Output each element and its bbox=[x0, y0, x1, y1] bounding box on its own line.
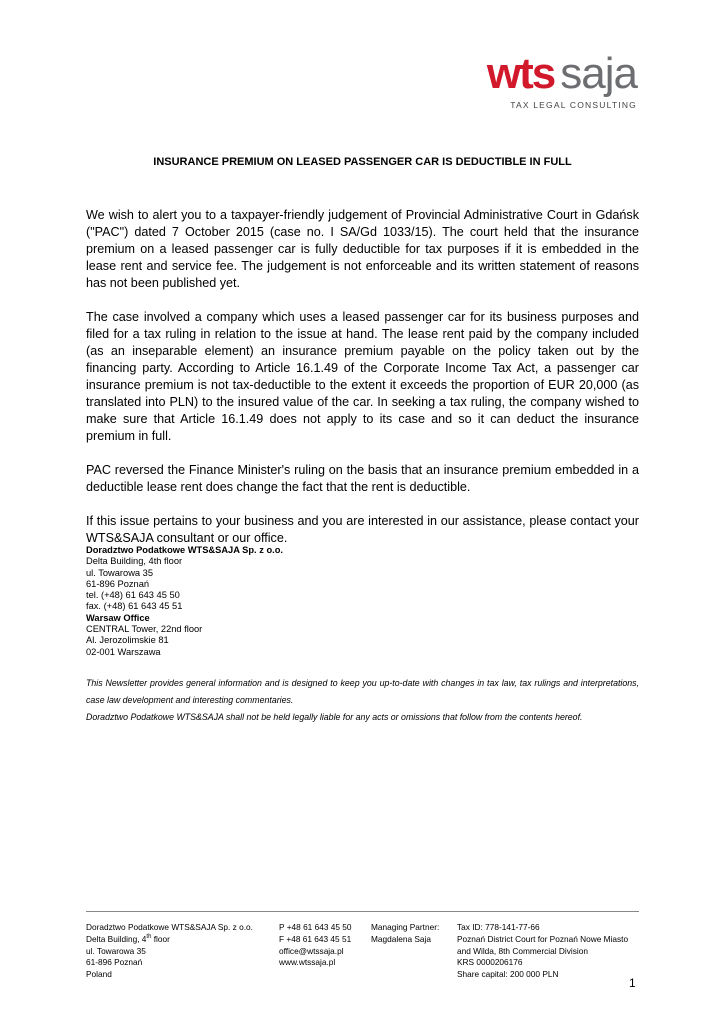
footer-court-line-1: Poznań District Court for Poznań Nowe Miasto bbox=[457, 933, 629, 944]
footer-tax-id: Tax ID: 778-141-77-66 bbox=[457, 922, 540, 932]
footer-partner-column bbox=[371, 922, 439, 946]
address-building: Delta Building, 4th floor bbox=[86, 556, 183, 567]
logo-tagline: TAX LEGAL CONSULTING bbox=[510, 100, 637, 110]
article-body bbox=[86, 207, 639, 564]
document-title: INSURANCE PREMIUM ON LEASED PASSENGER CAR IS DEDUCTIBLE IN FULL bbox=[153, 156, 572, 168]
footer-fax: F +48 61 643 45 51 bbox=[279, 933, 352, 944]
footer-contact-column bbox=[279, 922, 352, 969]
footer-divider bbox=[86, 911, 639, 912]
footer-court-line-2: and Wilda, 8th Commercial Division bbox=[457, 945, 588, 956]
address-city: 61-896 Poznań bbox=[86, 578, 150, 589]
footer-company: Doradztwo Podatkowe WTS&SAJA Sp. z o.o. bbox=[86, 922, 253, 932]
contact-address bbox=[86, 545, 283, 658]
logo-wordmark bbox=[467, 49, 637, 98]
paragraph-4: If this issue pertains to your business and you are interested in our assistance, please contact your WTS&SAJA consultant or our office. bbox=[86, 514, 639, 545]
footer-share-capital: Share capital: 200 000 PLN bbox=[457, 969, 559, 980]
warsaw-building: CENTRAL Tower, 22nd floor bbox=[86, 624, 203, 635]
disclaimer-line-2: Doradztwo Podatkowe WTS&SAJA shall not be held legally liable for any acts or omissions that follow from the contents hereof. bbox=[86, 712, 583, 722]
paragraph-2: The case involved a company which uses a leased passenger car for its business purposes and filed for a tax ruling in relation to the issue at hand. The lease rent paid by the company included (as an inseparable element) an insurance premium payable on the policy taken out by the financing party. According to Article 16.1.49 of the Corporate Income Tax Act, a passenger car insurance premium is not tax-deductible to the extent it exceeds the proportion of EUR 20,000 (as translated into PLN) to the insured value of the car. In seeking a tax ruling, the company wished to make sure that Article 16.1.49 does not apply to its case and so it can deduct the insurance premium in full. bbox=[86, 310, 639, 443]
warsaw-street: Al. Jerozolimskie 81 bbox=[86, 635, 169, 646]
paragraph-3: PAC reversed the Finance Minister's ruling on the basis that an insurance premium embedded in a deductible lease rent does change the fact that the rent is deductible. bbox=[86, 463, 639, 494]
company-logo bbox=[467, 49, 637, 110]
footer-street: ul. Towarowa 35 bbox=[86, 945, 146, 956]
footer-email-link[interactable]: office@wtssaja.pl bbox=[279, 945, 344, 956]
footer-country: Poland bbox=[86, 969, 112, 980]
warsaw-office-heading: Warsaw Office bbox=[86, 612, 150, 623]
paragraph-1: We wish to alert you to a taxpayer-friendly judgement of Provincial Administrative Court in Gdańsk ("PAC") dated 7 October 2015 (case no. I SA/Gd 1033/15). The court held that the insurance premium on a leased passenger car is fully deductible for tax purposes if it is embedded in the lease rent and service fee. The judgement is not enforceable and its written statement of reasons has not been published yet. bbox=[86, 208, 639, 290]
footer-phone: P +48 61 643 45 50 bbox=[279, 922, 352, 932]
disclaimer-line-1: This Newsletter provides general information and is designed to keep you up-to-date with changes in tax law, tax rulings and interpretations, case law development and interesting commentaries. bbox=[86, 678, 639, 705]
logo-saja-text: saja bbox=[560, 49, 637, 98]
page-number: 1 bbox=[629, 976, 636, 990]
footer-company-column bbox=[86, 922, 253, 981]
disclaimer bbox=[86, 675, 639, 726]
footer-partner-name: Magdalena Saja bbox=[371, 933, 431, 944]
logo-wts-text: wts bbox=[486, 49, 555, 98]
address-company: Doradztwo Podatkowe WTS&SAJA Sp. z o.o. bbox=[86, 545, 283, 555]
warsaw-city: 02-001 Warszawa bbox=[86, 646, 161, 657]
footer-building: Delta Building, 4th floor bbox=[86, 933, 170, 944]
footer-city: 61-896 Poznań bbox=[86, 957, 143, 968]
address-tel: tel. (+48) 61 643 45 50 bbox=[86, 590, 180, 601]
address-street: ul. Towarowa 35 bbox=[86, 567, 154, 578]
footer-website-link[interactable]: www.wtssaja.pl bbox=[279, 957, 336, 968]
address-fax: fax. (+48) 61 643 45 51 bbox=[86, 601, 183, 612]
footer-krs: KRS 0000206176 bbox=[457, 957, 523, 968]
footer-partner-label: Managing Partner: bbox=[371, 922, 440, 932]
footer-legal-column bbox=[457, 922, 628, 981]
